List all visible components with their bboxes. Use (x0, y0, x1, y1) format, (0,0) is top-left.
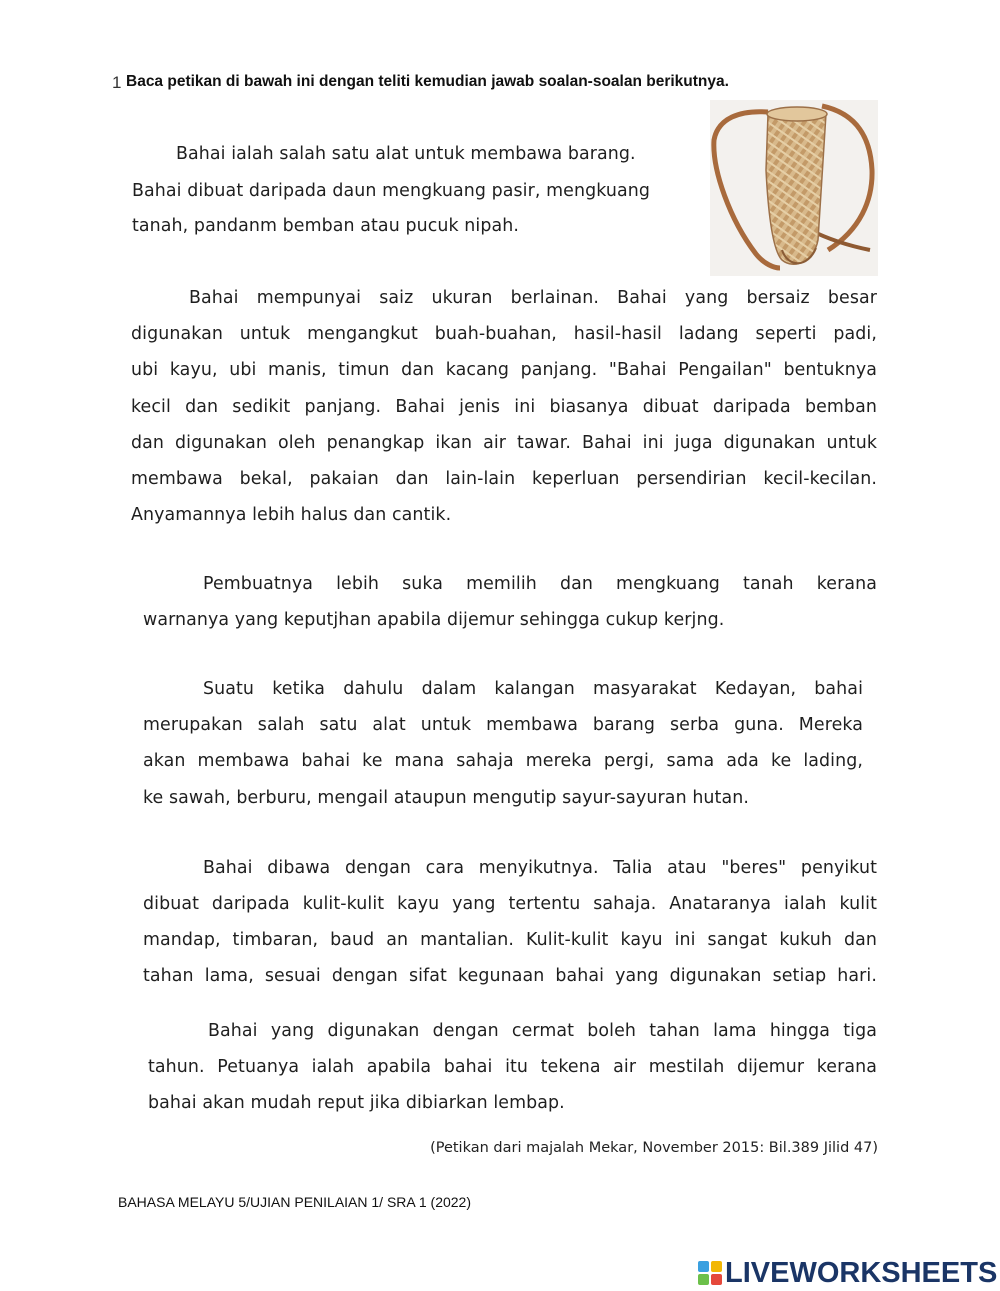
passage-p1-line-1: Bahai ialah salah satu alat untuk membawa barang. (176, 144, 636, 164)
passage-p5-line-1: Bahai dibawa dengan cara menyikutnya. Talia atau "beres" penyikut (203, 858, 877, 878)
source-citation: (Petikan dari majalah Mekar, November 2015: Bil.389 Jilid 47) (430, 1140, 878, 1156)
passage-p1-line-3: tanah, pandanm bemban atau pucuk nipah. (132, 216, 519, 236)
basket-illustration (710, 100, 878, 276)
question-instruction: Baca petikan di bawah ini dengan teliti kemudian jawab soalan-soalan berikutnya. (126, 73, 729, 90)
page-footer: BAHASA MELAYU 5/UJIAN PENILAIAN 1/ SRA 1 (2022) (118, 1194, 471, 1210)
passage-p4-line-3: akan membawa bahai ke mana sahaja mereka pergi, sama ada ke lading, (143, 751, 863, 771)
passage-p3-line-2: warnanya yang keputjhan apabila dijemur sehingga cukup kerjng. (143, 610, 725, 630)
passage-p2-line-2: digunakan untuk mengangkut buah-buahan, hasil-hasil ladang seperti padi, (131, 324, 877, 344)
passage-p2-line-6: membawa bekal, pakaian dan lain-lain keperluan persendirian kecil-kecilan. (131, 469, 877, 489)
passage-p2-line-5: dan digunakan oleh penangkap ikan air tawar. Bahai ini juga digunakan untuk (131, 433, 877, 453)
passage-p4-line-1: Suatu ketika dahulu dalam kalangan masyarakat Kedayan, bahai (203, 679, 863, 699)
passage-p3-line-1: Pembuatnya lebih suka memilih dan mengkuang tanah kerana (203, 574, 877, 594)
passage-p6-line-1: Bahai yang digunakan dengan cermat boleh tahan lama hingga tiga (208, 1021, 877, 1041)
passage-p2-line-7: Anyamannya lebih halus dan cantik. (131, 505, 452, 525)
passage-p6-line-3: bahai akan mudah reput jika dibiarkan lembap. (148, 1093, 565, 1113)
passage-p2-line-1: Bahai mempunyai saiz ukuran berlainan. Bahai yang bersaiz besar (189, 288, 877, 308)
liveworksheets-logo-text: LIVEWORKSHEETS (725, 1256, 998, 1289)
liveworksheets-logo[interactable] (698, 1256, 997, 1290)
passage-p5-line-3: mandap, timbaran, baud an mantalian. Kulit-kulit kayu ini sangat kukuh dan (143, 930, 877, 950)
passage-p1-line-2: Bahai dibuat daripada daun mengkuang pasir, mengkuang (132, 181, 650, 201)
passage-p2-line-3: ubi kayu, ubi manis, timun dan kacang panjang. "Bahai Pengailan" bentuknya (131, 360, 877, 380)
passage-p6-line-2: tahun. Petuanya ialah apabila bahai itu tekena air mestilah dijemur kerana (148, 1057, 877, 1077)
passage-p5-line-2: dibuat daripada kulit-kulit kayu yang tertentu sahaja. Anataranya ialah kulit (143, 894, 877, 914)
bahai-basket-image (710, 100, 878, 276)
liveworksheets-logo-icon (698, 1261, 722, 1285)
passage-p2-line-4: kecil dan sedikit panjang. Bahai jenis ini biasanya dibuat daripada bemban (131, 397, 877, 417)
passage-p5-line-4: tahan lama, sesuai dengan sifat kegunaan bahai yang digunakan setiap hari. (143, 966, 877, 986)
question-number: 1 (112, 73, 122, 92)
passage-p4-line-2: merupakan salah satu alat untuk membawa barang serba guna. Mereka (143, 715, 863, 735)
passage-p4-line-4: ke sawah, berburu, mengail ataupun mengutip sayur-sayuran hutan. (143, 788, 749, 808)
